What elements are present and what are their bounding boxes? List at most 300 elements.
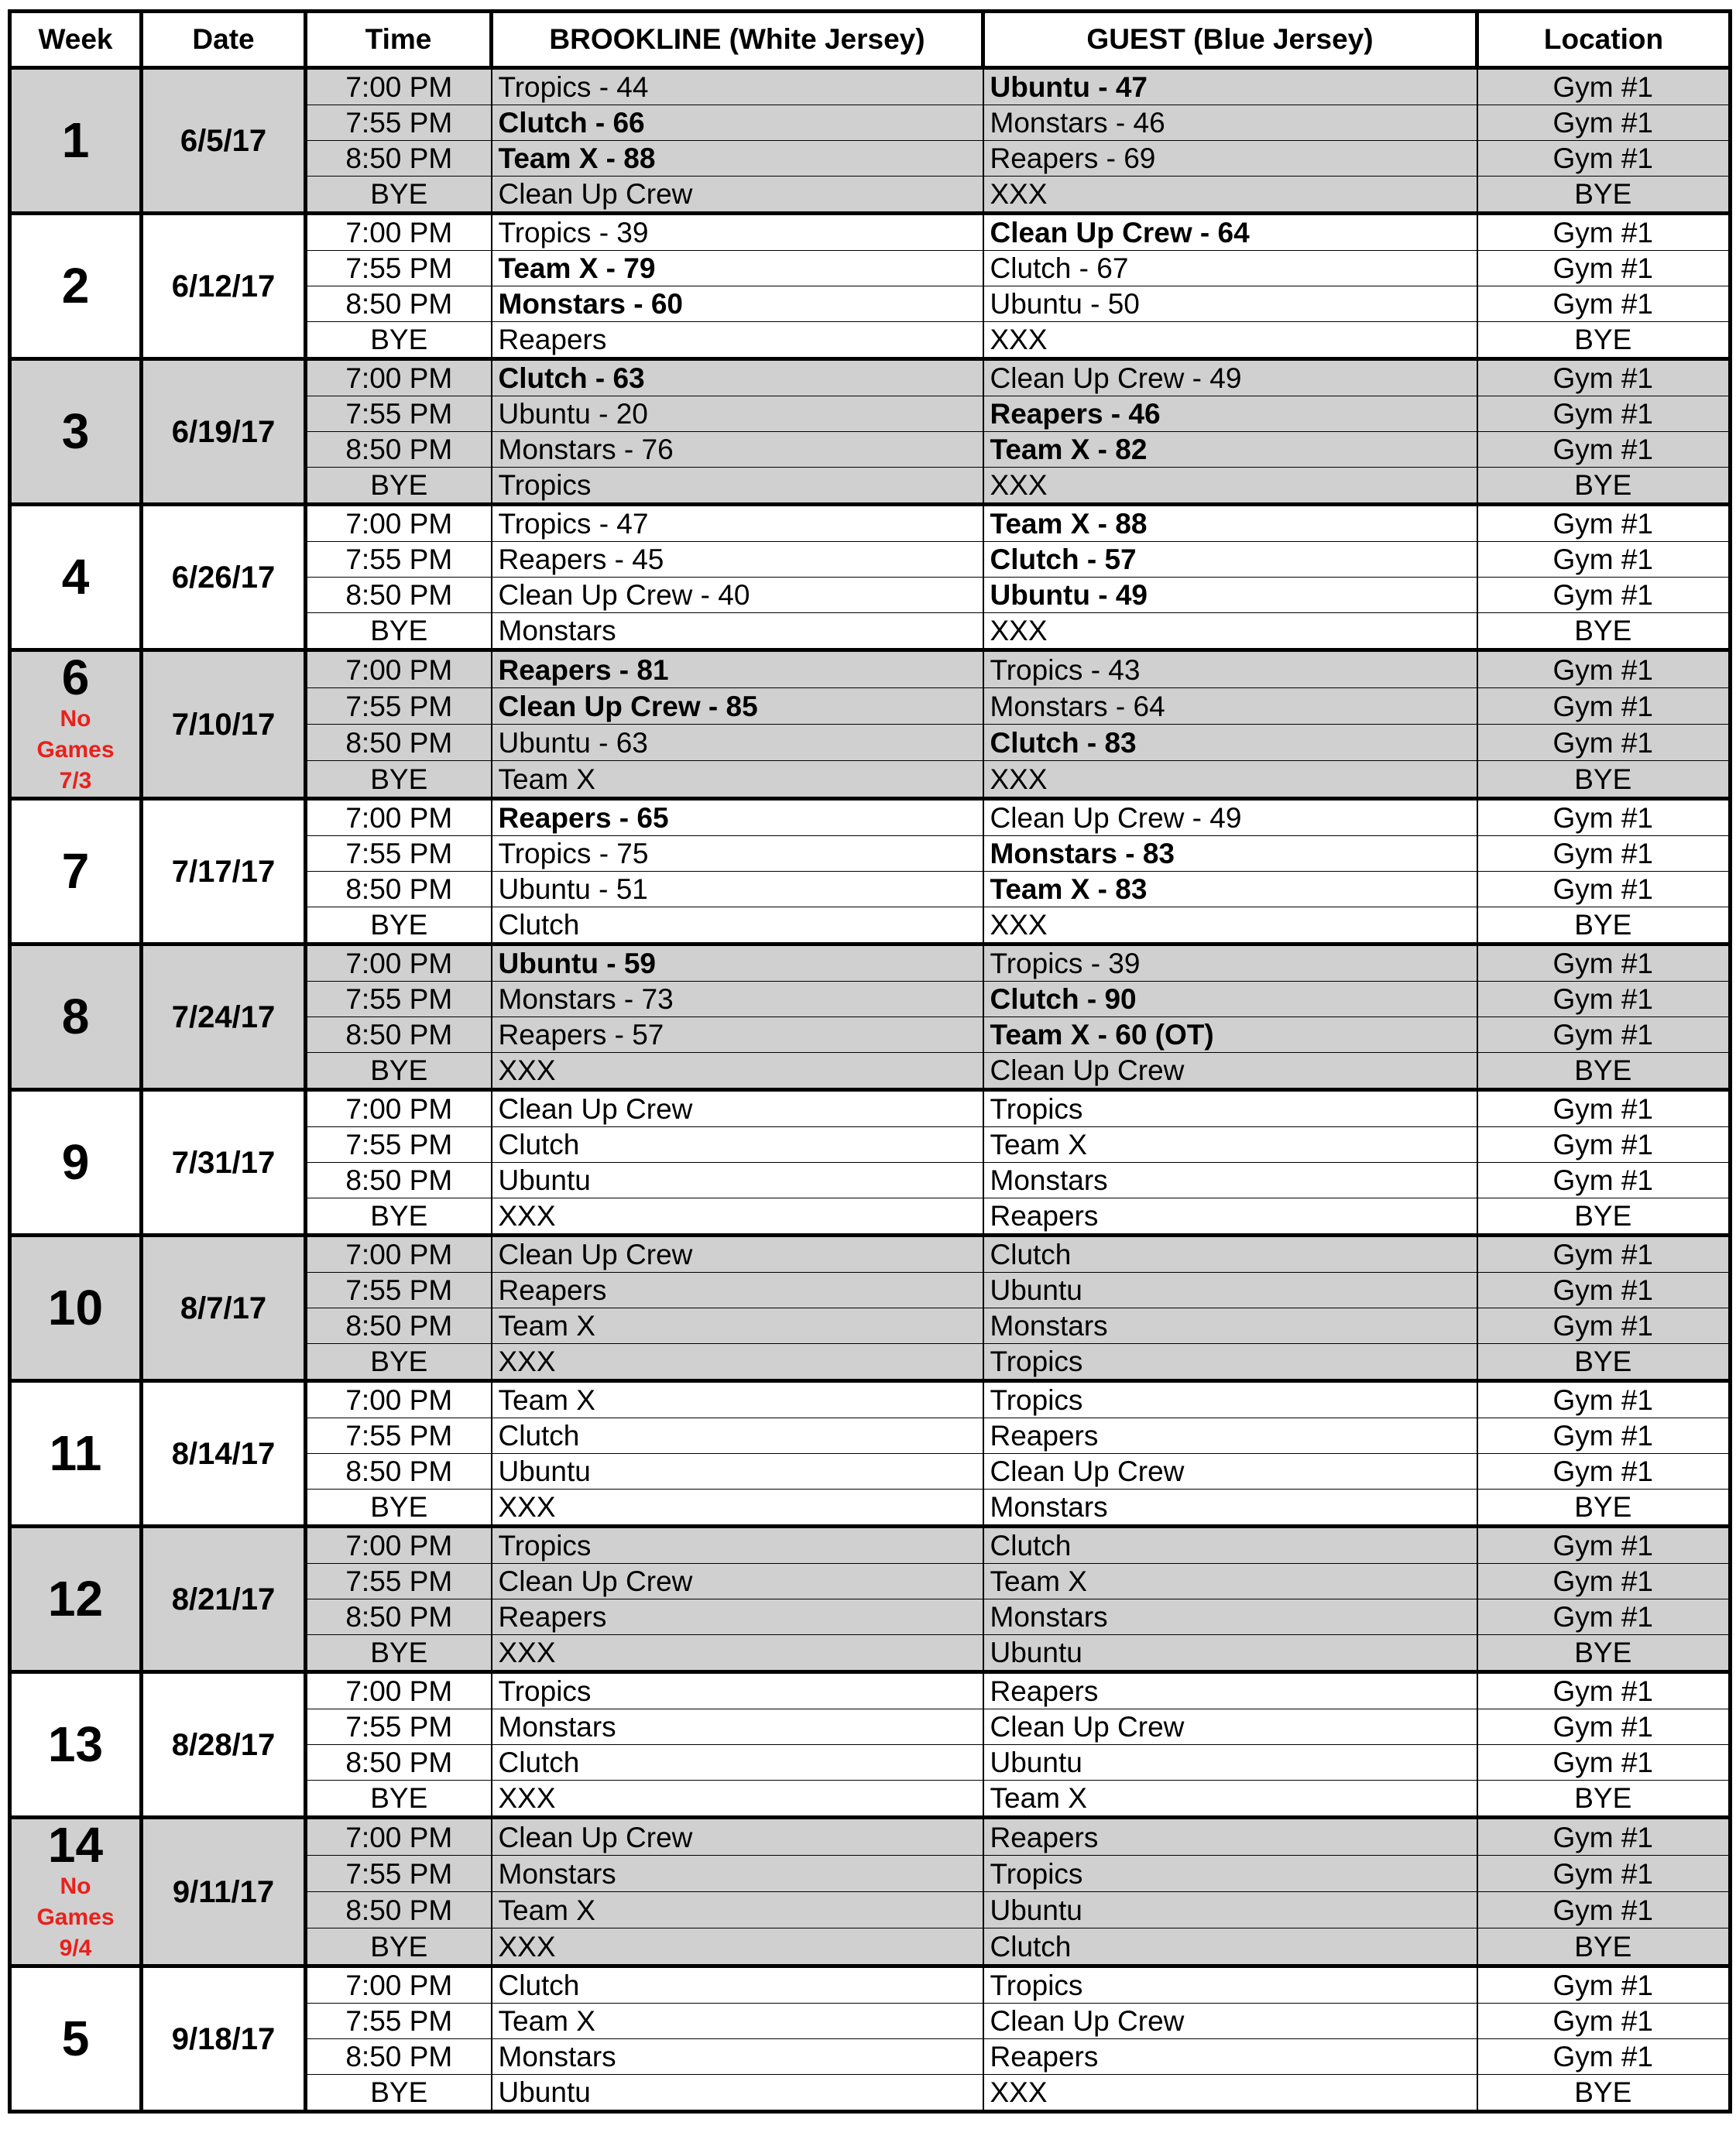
guest-team: Clutch - 83 [983, 725, 1477, 761]
guest-team: Clean Up Crew [983, 2004, 1477, 2039]
guest-team: Tropics - 43 [983, 650, 1477, 688]
guest-team: Reapers - 46 [983, 396, 1477, 432]
week-date: 9/11/17 [142, 1818, 306, 1966]
game-location: Gym #1 [1477, 1017, 1731, 1053]
home-team: Team X - 79 [492, 251, 983, 286]
home-team: Tropics - 75 [492, 836, 983, 872]
game-time: 8:50 PM [306, 1017, 492, 1053]
game-time: BYE [306, 468, 492, 505]
home-team: Monstars [492, 613, 983, 650]
guest-team: Team X - 82 [983, 432, 1477, 468]
guest-team: Reapers [983, 1672, 1477, 1709]
guest-team: XXX [983, 761, 1477, 799]
game-location: Gym #1 [1477, 432, 1731, 468]
week-number-cell [10, 1381, 142, 1527]
home-team: Clean Up Crew [492, 1818, 983, 1856]
game-location: Gym #1 [1477, 214, 1731, 251]
home-team: Tropics - 47 [492, 505, 983, 542]
week-number-cell [10, 1090, 142, 1236]
game-time: 7:00 PM [306, 1527, 492, 1564]
game-time: 7:55 PM [306, 1564, 492, 1599]
week-number-cell [10, 799, 142, 945]
table-row [10, 1090, 1731, 1127]
game-location: Gym #1 [1477, 1381, 1731, 1418]
guest-team: Monstars - 83 [983, 836, 1477, 872]
home-team: Reapers - 45 [492, 542, 983, 578]
game-location: Gym #1 [1477, 1308, 1731, 1344]
game-location: Gym #1 [1477, 799, 1731, 836]
home-team: Reapers [492, 322, 983, 359]
home-team: Team X [492, 1308, 983, 1344]
table-row [10, 650, 1731, 688]
guest-team: Ubuntu - 49 [983, 578, 1477, 613]
game-time: 8:50 PM [306, 1163, 492, 1198]
home-team: Ubuntu [492, 1163, 983, 1198]
home-team: XXX [492, 1635, 983, 1672]
home-team: Ubuntu [492, 2075, 983, 2112]
week-date: 7/24/17 [142, 945, 306, 1090]
guest-team: Monstars - 64 [983, 688, 1477, 725]
guest-team: XXX [983, 907, 1477, 945]
game-location: Gym #1 [1477, 1127, 1731, 1163]
game-time: 8:50 PM [306, 1745, 492, 1781]
game-time: 7:55 PM [306, 542, 492, 578]
week-number-cell [10, 1236, 142, 1381]
game-time: BYE [306, 177, 492, 214]
guest-team: Clean Up Crew [983, 1709, 1477, 1745]
guest-team: Monstars [983, 1599, 1477, 1635]
table-row [10, 1381, 1731, 1418]
game-time: 7:55 PM [306, 105, 492, 141]
guest-team: Team X - 60 (OT) [983, 1017, 1477, 1053]
week-number-cell [10, 214, 142, 359]
game-location: Gym #1 [1477, 1236, 1731, 1273]
home-team: XXX [492, 1344, 983, 1381]
no-games-note: No [60, 1874, 91, 1900]
game-location: BYE [1477, 1635, 1731, 1672]
week-number: 1 [61, 111, 90, 168]
game-time: 8:50 PM [306, 286, 492, 322]
guest-team: Clutch [983, 1527, 1477, 1564]
guest-team: Clean Up Crew [983, 1053, 1477, 1090]
home-team: Clutch [492, 1745, 983, 1781]
home-team: Clutch [492, 907, 983, 945]
home-team: Team X - 88 [492, 141, 983, 177]
game-time: 7:00 PM [306, 1381, 492, 1418]
week-group [10, 945, 1731, 1090]
guest-team: Clean Up Crew - 49 [983, 359, 1477, 396]
home-team: Ubuntu - 59 [492, 945, 983, 982]
game-time: 7:55 PM [306, 2004, 492, 2039]
week-number: 13 [47, 1716, 104, 1773]
home-team: Reapers - 57 [492, 1017, 983, 1053]
week-date: 8/28/17 [142, 1672, 306, 1818]
guest-team: Tropics [983, 1381, 1477, 1418]
table-row [10, 359, 1731, 396]
week-date: 8/14/17 [142, 1381, 306, 1527]
game-location: Gym #1 [1477, 725, 1731, 761]
game-time: BYE [306, 1928, 492, 1966]
home-team: Reapers [492, 1599, 983, 1635]
game-location: Gym #1 [1477, 68, 1731, 105]
week-date: 8/7/17 [142, 1236, 306, 1381]
guest-team: Ubuntu [983, 1745, 1477, 1781]
game-location: BYE [1477, 1781, 1731, 1818]
game-location: BYE [1477, 613, 1731, 650]
week-group [10, 1236, 1731, 1381]
game-time: 8:50 PM [306, 2039, 492, 2075]
week-number: 2 [61, 257, 90, 314]
game-time: 7:00 PM [306, 505, 492, 542]
game-time: 7:55 PM [306, 1127, 492, 1163]
week-group [10, 68, 1731, 214]
week-group [10, 1381, 1731, 1527]
home-team: Tropics [492, 468, 983, 505]
table-row [10, 945, 1731, 982]
week-group [10, 359, 1731, 505]
week-group [10, 1090, 1731, 1236]
game-time: 7:55 PM [306, 688, 492, 725]
game-location: Gym #1 [1477, 1273, 1731, 1308]
game-time: 8:50 PM [306, 432, 492, 468]
game-time: BYE [306, 1344, 492, 1381]
week-group [10, 1527, 1731, 1672]
home-team: Ubuntu [492, 1454, 983, 1490]
table-row [10, 1818, 1731, 1856]
game-time: BYE [306, 1053, 492, 1090]
game-location: Gym #1 [1477, 578, 1731, 613]
game-time: 7:00 PM [306, 1236, 492, 1273]
table-row [10, 1236, 1731, 1273]
week-number-cell [10, 1818, 142, 1966]
game-time: 7:00 PM [306, 945, 492, 982]
home-team: Clutch - 63 [492, 359, 983, 396]
game-location: Gym #1 [1477, 2004, 1731, 2039]
guest-team: Clutch - 67 [983, 251, 1477, 286]
game-location: Gym #1 [1477, 1599, 1731, 1635]
game-location: Gym #1 [1477, 1163, 1731, 1198]
guest-team: Team X - 83 [983, 872, 1477, 907]
home-team: Clutch [492, 1966, 983, 2004]
home-team: Ubuntu - 63 [492, 725, 983, 761]
guest-team: Reapers [983, 1198, 1477, 1236]
week-number-cell [10, 505, 142, 650]
no-games-note: 7/3 [59, 768, 92, 794]
home-team: Tropics [492, 1527, 983, 1564]
game-location: Gym #1 [1477, 1418, 1731, 1454]
game-time: 7:00 PM [306, 799, 492, 836]
game-time: 7:55 PM [306, 836, 492, 872]
game-time: 8:50 PM [306, 725, 492, 761]
guest-team: Team X [983, 1564, 1477, 1599]
no-games-note: 9/4 [59, 1935, 92, 1962]
week-date: 8/21/17 [142, 1527, 306, 1672]
week-date: 7/10/17 [142, 650, 306, 799]
home-team: Tropics - 39 [492, 214, 983, 251]
guest-team: Tropics [983, 1090, 1477, 1127]
guest-team: XXX [983, 322, 1477, 359]
game-location: Gym #1 [1477, 2039, 1731, 2075]
game-location: Gym #1 [1477, 359, 1731, 396]
game-location: Gym #1 [1477, 1966, 1731, 2004]
home-team: Team X [492, 1892, 983, 1928]
game-location: BYE [1477, 1490, 1731, 1527]
game-location: Gym #1 [1477, 1454, 1731, 1490]
home-team: Clutch [492, 1127, 983, 1163]
game-time: 7:55 PM [306, 396, 492, 432]
week-number-cell [10, 68, 142, 214]
week-date: 6/12/17 [142, 214, 306, 359]
game-location: Gym #1 [1477, 251, 1731, 286]
week-group [10, 650, 1731, 799]
week-number-cell [10, 945, 142, 1090]
schedule-table [8, 9, 1732, 2114]
header-location: Location [1477, 12, 1731, 68]
game-time: BYE [306, 322, 492, 359]
home-team: Tropics - 44 [492, 68, 983, 105]
guest-team: Clutch [983, 1236, 1477, 1273]
game-time: BYE [306, 1635, 492, 1672]
guest-team: Clutch [983, 1928, 1477, 1966]
header-home: BROOKLINE (White Jersey) [492, 12, 983, 68]
guest-team: Ubuntu [983, 1892, 1477, 1928]
week-number: 14 [47, 1817, 104, 1874]
guest-team: XXX [983, 468, 1477, 505]
guest-team: Monstars [983, 1308, 1477, 1344]
game-time: 8:50 PM [306, 1454, 492, 1490]
guest-team: Tropics [983, 1966, 1477, 2004]
guest-team: Reapers [983, 1818, 1477, 1856]
game-time: 7:00 PM [306, 214, 492, 251]
week-date: 6/5/17 [142, 68, 306, 214]
home-team: Reapers [492, 1273, 983, 1308]
game-location: Gym #1 [1477, 688, 1731, 725]
game-time: BYE [306, 907, 492, 945]
home-team: Clutch [492, 1418, 983, 1454]
week-date: 9/18/17 [142, 1966, 306, 2112]
game-time: 8:50 PM [306, 872, 492, 907]
home-team: XXX [492, 1198, 983, 1236]
game-location: Gym #1 [1477, 396, 1731, 432]
week-number: 12 [47, 1571, 104, 1627]
week-number-cell [10, 1966, 142, 2112]
table-row [10, 505, 1731, 542]
home-team: XXX [492, 1490, 983, 1527]
guest-team: Reapers [983, 2039, 1477, 2075]
game-location: BYE [1477, 907, 1731, 945]
game-location: Gym #1 [1477, 836, 1731, 872]
guest-team: Reapers [983, 1418, 1477, 1454]
guest-team: Team X [983, 1127, 1477, 1163]
week-group [10, 1672, 1731, 1818]
home-team: Clean Up Crew - 85 [492, 688, 983, 725]
game-location: Gym #1 [1477, 945, 1731, 982]
guest-team: Ubuntu - 50 [983, 286, 1477, 322]
guest-team: Monstars [983, 1490, 1477, 1527]
table-row [10, 68, 1731, 105]
header-guest: GUEST (Blue Jersey) [983, 12, 1477, 68]
week-date: 6/26/17 [142, 505, 306, 650]
game-location: BYE [1477, 761, 1731, 799]
week-group [10, 505, 1731, 650]
home-team: Team X [492, 761, 983, 799]
week-number: 9 [61, 1134, 90, 1191]
week-number: 11 [49, 1425, 102, 1482]
game-time: 8:50 PM [306, 578, 492, 613]
game-location: Gym #1 [1477, 1564, 1731, 1599]
guest-team: Ubuntu - 47 [983, 68, 1477, 105]
guest-team: Team X - 88 [983, 505, 1477, 542]
week-number-cell [10, 359, 142, 505]
game-location: BYE [1477, 1053, 1731, 1090]
game-time: 7:00 PM [306, 1966, 492, 2004]
no-games-note: Games [36, 737, 115, 763]
guest-team: XXX [983, 613, 1477, 650]
game-location: Gym #1 [1477, 872, 1731, 907]
game-location: BYE [1477, 177, 1731, 214]
home-team: XXX [492, 1053, 983, 1090]
game-location: Gym #1 [1477, 1709, 1731, 1745]
game-location: Gym #1 [1477, 1090, 1731, 1127]
game-time: 7:00 PM [306, 1672, 492, 1709]
guest-team: Monstars - 46 [983, 105, 1477, 141]
game-time: 8:50 PM [306, 1892, 492, 1928]
week-number: 6 [61, 650, 90, 705]
game-time: 7:55 PM [306, 1273, 492, 1308]
game-time: 8:50 PM [306, 141, 492, 177]
game-time: 7:00 PM [306, 68, 492, 105]
week-number: 7 [61, 843, 90, 900]
game-location: Gym #1 [1477, 650, 1731, 688]
week-group [10, 799, 1731, 945]
game-location: BYE [1477, 468, 1731, 505]
home-team: Ubuntu - 51 [492, 872, 983, 907]
game-time: BYE [306, 1490, 492, 1527]
week-group [10, 1966, 1731, 2112]
week-group [10, 214, 1731, 359]
home-team: Reapers - 65 [492, 799, 983, 836]
game-time: 7:55 PM [306, 1418, 492, 1454]
table-row [10, 1527, 1731, 1564]
game-location: BYE [1477, 322, 1731, 359]
game-time: 8:50 PM [306, 1599, 492, 1635]
week-number-cell [10, 1672, 142, 1818]
game-time: 7:55 PM [306, 251, 492, 286]
game-location: Gym #1 [1477, 505, 1731, 542]
home-team: Monstars [492, 1856, 983, 1892]
guest-team: Tropics [983, 1344, 1477, 1381]
game-time: BYE [306, 1198, 492, 1236]
guest-team: Clutch - 57 [983, 542, 1477, 578]
week-number: 10 [47, 1280, 104, 1336]
guest-team: Tropics - 39 [983, 945, 1477, 982]
header-week: Week [10, 12, 142, 68]
game-location: Gym #1 [1477, 1527, 1731, 1564]
game-location: Gym #1 [1477, 1818, 1731, 1856]
game-time: 7:55 PM [306, 1709, 492, 1745]
home-team: Tropics [492, 1672, 983, 1709]
game-time: BYE [306, 613, 492, 650]
game-location: BYE [1477, 1928, 1731, 1966]
game-time: 7:55 PM [306, 1856, 492, 1892]
header-row [10, 12, 1731, 68]
guest-team: XXX [983, 2075, 1477, 2112]
game-time: 7:55 PM [306, 982, 492, 1017]
home-team: Clutch - 66 [492, 105, 983, 141]
header-time: Time [306, 12, 492, 68]
game-location: Gym #1 [1477, 286, 1731, 322]
week-date: 7/31/17 [142, 1090, 306, 1236]
home-team: Monstars - 76 [492, 432, 983, 468]
home-team: Clean Up Crew - 40 [492, 578, 983, 613]
home-team: Clean Up Crew [492, 1564, 983, 1599]
game-time: 7:00 PM [306, 650, 492, 688]
game-location: Gym #1 [1477, 105, 1731, 141]
home-team: Monstars - 60 [492, 286, 983, 322]
week-number: 8 [61, 989, 90, 1045]
game-location: Gym #1 [1477, 1745, 1731, 1781]
week-number: 3 [61, 403, 90, 459]
game-time: BYE [306, 761, 492, 799]
home-team: Clean Up Crew [492, 177, 983, 214]
game-time: BYE [306, 1781, 492, 1818]
no-games-note: No [60, 706, 91, 732]
home-team: Ubuntu - 20 [492, 396, 983, 432]
week-number: 5 [61, 2011, 90, 2067]
home-team: XXX [492, 1781, 983, 1818]
week-number-cell [10, 1527, 142, 1672]
game-location: BYE [1477, 2075, 1731, 2112]
game-location: BYE [1477, 1344, 1731, 1381]
game-location: Gym #1 [1477, 542, 1731, 578]
home-team: Clean Up Crew [492, 1090, 983, 1127]
table-row [10, 214, 1731, 251]
guest-team: Monstars [983, 1163, 1477, 1198]
game-location: Gym #1 [1477, 1672, 1731, 1709]
game-location: BYE [1477, 1198, 1731, 1236]
home-team: Reapers - 81 [492, 650, 983, 688]
game-time: 7:00 PM [306, 359, 492, 396]
week-group [10, 1818, 1731, 1966]
home-team: Monstars - 73 [492, 982, 983, 1017]
game-location: Gym #1 [1477, 141, 1731, 177]
game-location: Gym #1 [1477, 1892, 1731, 1928]
home-team: Clean Up Crew [492, 1236, 983, 1273]
week-number: 4 [61, 548, 90, 605]
week-date: 7/17/17 [142, 799, 306, 945]
game-time: BYE [306, 2075, 492, 2112]
week-number-cell [10, 650, 142, 799]
guest-team: Clutch - 90 [983, 982, 1477, 1017]
header-date: Date [142, 12, 306, 68]
guest-team: Clean Up Crew [983, 1454, 1477, 1490]
guest-team: Ubuntu [983, 1273, 1477, 1308]
game-time: 7:00 PM [306, 1090, 492, 1127]
game-time: 8:50 PM [306, 1308, 492, 1344]
guest-team: Clean Up Crew - 64 [983, 214, 1477, 251]
home-team: Monstars [492, 1709, 983, 1745]
table-row [10, 799, 1731, 836]
guest-team: Tropics [983, 1856, 1477, 1892]
guest-team: XXX [983, 177, 1477, 214]
home-team: XXX [492, 1928, 983, 1966]
home-team: Team X [492, 1381, 983, 1418]
home-team: Monstars [492, 2039, 983, 2075]
table-row [10, 1966, 1731, 2004]
table-row [10, 1672, 1731, 1709]
week-date: 6/19/17 [142, 359, 306, 505]
guest-team: Ubuntu [983, 1635, 1477, 1672]
